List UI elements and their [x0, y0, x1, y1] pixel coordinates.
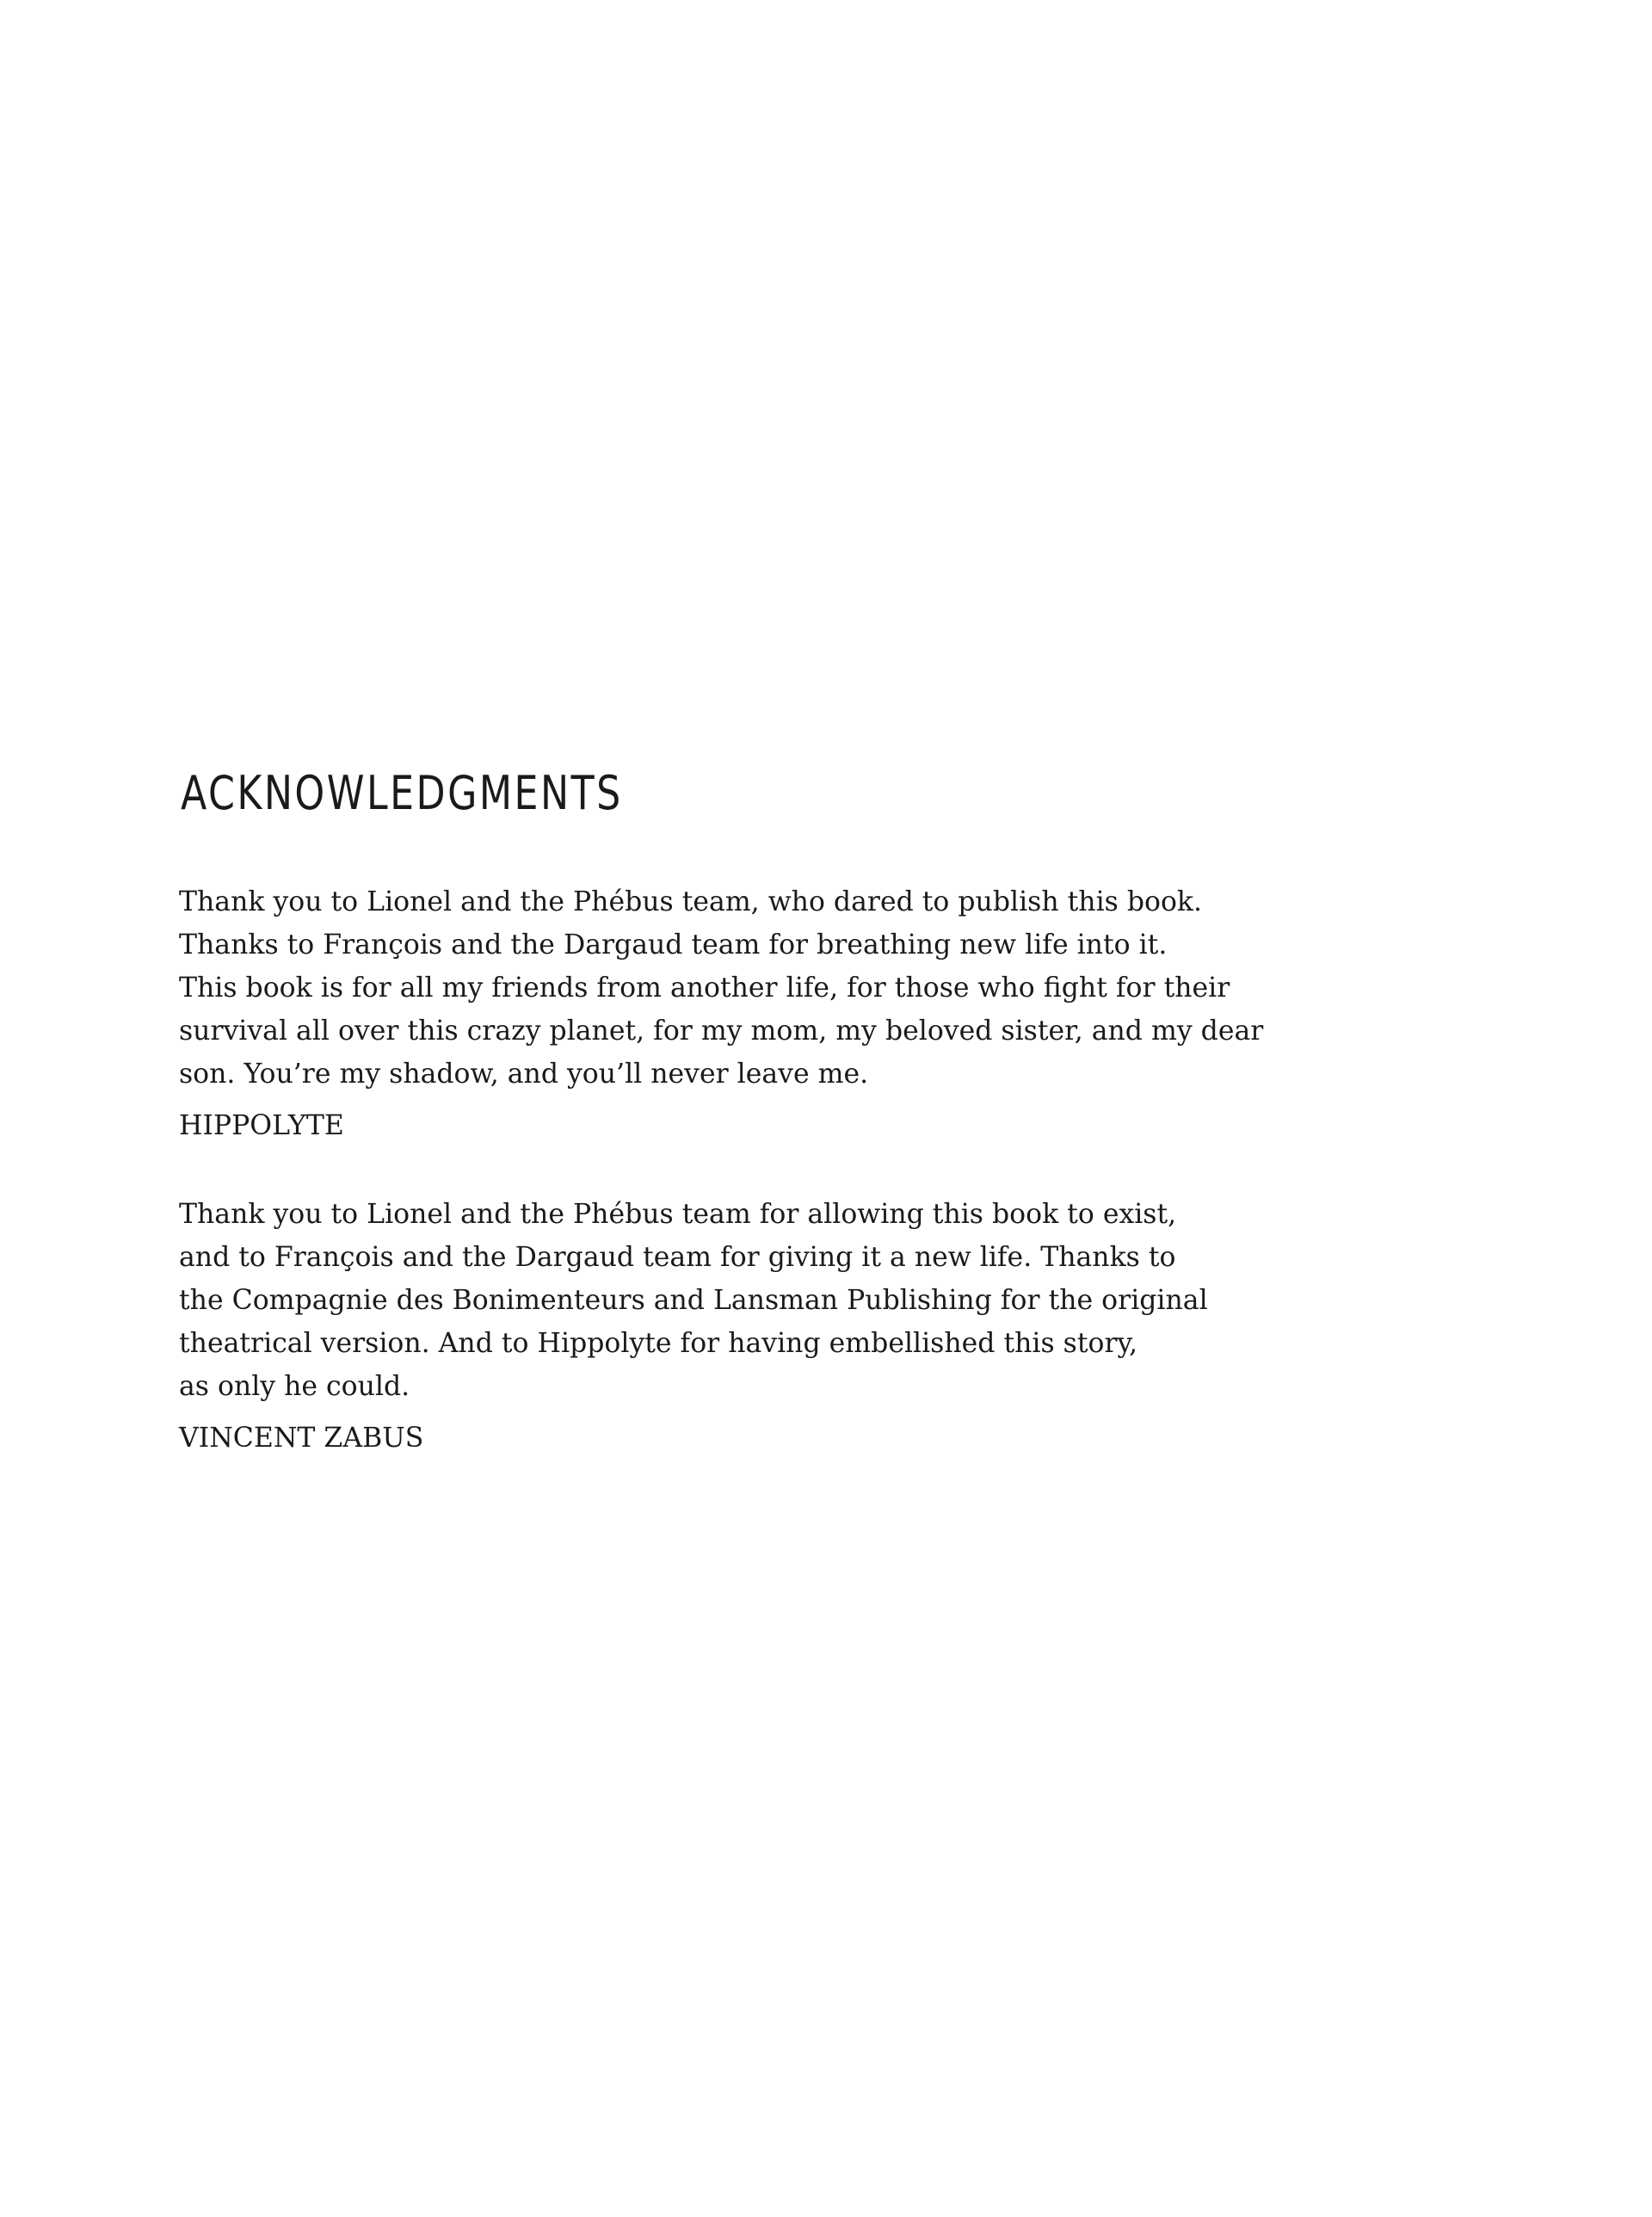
signature-vincent-zabus: VINCENT ZABUS: [179, 1423, 424, 1454]
paragraph-line: as only he could.: [179, 1371, 410, 1402]
acknowledgment-paragraph: [179, 1193, 1384, 1408]
paragraph-line: son. You’re my shadow, and you’ll never leave me.: [179, 1059, 869, 1090]
paragraph-line: survival all over this crazy planet, for my mom, my beloved sister, and my dear: [179, 1016, 1264, 1047]
paragraph-line: This book is for all my friends from another life, for those who fight for their: [179, 973, 1230, 1004]
paragraph-line: theatrical version. And to Hippolyte for having embellished this story,: [179, 1328, 1138, 1359]
page-title: ACKNOWLEDGMENTS: [181, 766, 623, 820]
paragraph-line: Thanks to François and the Dargaud team for breathing new life into it.: [179, 929, 1168, 960]
acknowledgment-hippolyte: [179, 880, 1384, 1147]
paragraph-line: Thank you to Lionel and the Phébus team for allowing this book to exist,: [179, 1199, 1177, 1230]
paragraph-line: and to François and the Dargaud team for giving it a new life. Thanks to: [179, 1242, 1176, 1273]
signature-hippolyte: HIPPOLYTE: [179, 1110, 344, 1141]
paragraph-line: Thank you to Lionel and the Phébus team, who dared to publish this book.: [179, 886, 1203, 917]
acknowledgment-paragraph: [179, 880, 1384, 1096]
paragraph-line: the Compagnie des Bonimenteurs and Lansman Publishing for the original: [179, 1285, 1208, 1316]
acknowledgment-vincent-zabus: [179, 1193, 1384, 1460]
